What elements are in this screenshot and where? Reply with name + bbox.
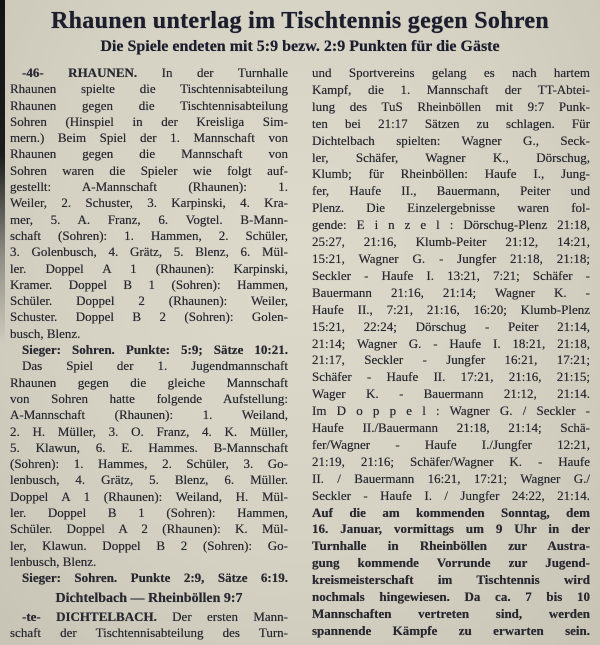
text-line — [312, 437, 590, 454]
text-line — [312, 623, 590, 640]
text-segment: Dichtelbach spielten: Wagner G., Seck- — [312, 132, 590, 148]
text-segment: Klumb; für Rheinböllen: Haufe I., Jung- — [312, 166, 590, 182]
text-line — [312, 352, 590, 369]
text-segment: fer, Haufe II., Bauermann, Peiter und — [312, 183, 590, 199]
text-segment: Rhaunen gegen die Mannschaft von — [10, 146, 288, 162]
text-segment: kreismeisterschaft im Tischtennis wird — [312, 572, 590, 588]
text-line — [10, 342, 288, 358]
text-line — [10, 244, 288, 260]
text-segment: 5. Klawun, 6. E. Hammes. B-Mannschaft — [10, 439, 288, 455]
text-segment: Doppel A 1 (Rhaunen): Weiland, H. Mül- — [10, 488, 288, 504]
text-line — [312, 420, 590, 437]
column-right — [312, 65, 590, 641]
text-segment: und Sportvereins gelang es nach hartem — [312, 65, 590, 80]
text-segment: A-Mannschaft (Rhaunen): 1. Weiland, — [10, 407, 288, 423]
text-segment: gende: E i n z e l : Dörschug-Plenz 21:18, — [312, 217, 590, 233]
text-segment: 21:17, Seckler - Jungfer 16:21, 17:21; — [312, 352, 590, 368]
text-line — [10, 570, 288, 586]
text-line — [312, 268, 590, 285]
text-line — [10, 440, 288, 456]
text-line — [312, 133, 590, 150]
text-line — [10, 375, 288, 391]
text-line — [312, 505, 590, 522]
text-segment: Seckler - Haufe I. 13:21, 7:21; Schäfer - — [312, 267, 590, 283]
text-segment: lenbusch, 4. Grätz, 5. Blenz, 6. Müller. — [10, 472, 288, 488]
text-segment: schaft (Sohren): 1. Hammen, 2. Schüler, — [10, 227, 288, 243]
subheadline: Die Spiele endeten mit 5:9 bezw. 2:9 Punkten für die Gäste — [100, 38, 500, 55]
text-segment: gung kommende Vorrunde zur Jugend- — [312, 555, 590, 571]
text-line — [10, 277, 288, 293]
text-line — [10, 65, 288, 81]
text-line — [10, 456, 288, 472]
text-line — [10, 81, 288, 97]
text-line — [10, 163, 288, 179]
text-line — [312, 200, 590, 217]
text-line — [312, 336, 590, 353]
text-line — [312, 166, 590, 183]
text-line — [312, 488, 590, 505]
text-segment: Auf die am kommenden Sonntag, dem — [312, 504, 590, 520]
text-segment: II. / Bauermann 16:21, 17:21; Wagner G./ — [312, 470, 590, 486]
text-line — [10, 472, 288, 488]
text-segment: 21:19, 21:16; Schäfer/Wagner K. - Haufe — [312, 453, 590, 469]
text-segment: Haufe II., 7:21, 21:16, 16:20; Klumb-Plenz — [312, 301, 590, 317]
text-line — [10, 98, 288, 114]
text-segment: Mannschaften vertreten sind, werden — [312, 606, 590, 621]
text-segment: gestellt: A-Mannschaft (Rhaunen): 1. — [10, 179, 288, 195]
text-segment: Sohren (Hinspiel in der Kreisliga Sim- — [10, 113, 288, 129]
text-line — [312, 589, 590, 606]
text-segment: Dichtelbach — Rheinböllen 9:7 — [55, 590, 243, 606]
text-line — [10, 625, 288, 641]
text-line — [312, 234, 590, 251]
bold-text-segment: -46- RHAUNEN. — [22, 65, 162, 80]
text-segment: In der Turnhalle — [161, 65, 288, 80]
text-segment: ten bei 21:17 Sätzen zu schlagen. Für — [312, 115, 590, 131]
text-segment: Im D o p p e l : Wagner G. / Seckler - — [312, 403, 590, 419]
text-segment: Rhaunen spielte die Tischtennisabteilung — [10, 81, 288, 97]
text-line — [10, 391, 288, 407]
bold-text-segment: -te- DICHTELBACH. — [22, 608, 173, 624]
text-segment: mer, 5. A. Franz, 6. Vogtel. B-Mann- — [10, 211, 288, 227]
text-line — [10, 130, 288, 146]
section-heading — [10, 591, 288, 607]
text-line — [10, 228, 288, 244]
text-segment: fer/Wagner - Haufe I./Jungfer 12:21, — [312, 436, 590, 452]
text-line — [312, 183, 590, 200]
text-line — [312, 471, 590, 488]
text-segment: (Sohren): 1. Hammes, 2. Schüler, 3. Go- — [10, 456, 288, 472]
text-line — [10, 538, 288, 554]
text-segment: Wager K. - Bauermann 21:12, 21:14. — [312, 386, 590, 402]
text-line — [10, 293, 288, 309]
text-segment: lenbusch, Blenz. — [10, 553, 97, 569]
text-segment: Kramer. Doppel B 1 (Sohren): Hammen, — [10, 276, 288, 292]
text-segment: Rhaunen gegen die Tischtennisabteilung — [10, 97, 288, 113]
text-line — [10, 609, 288, 625]
text-line — [312, 82, 590, 99]
text-segment: 2. H. Müller, 3. O. Franz, 4. K. Müller, — [10, 423, 288, 439]
text-segment: Sieger: Sohren. Punkte: 5:9; Sätze 10:21. — [22, 342, 288, 358]
text-line — [312, 572, 590, 589]
text-line — [10, 261, 288, 277]
text-line — [10, 195, 288, 211]
text-segment: Weiler, 2. Schuster, 3. Karpinski, 4. Kra- — [10, 195, 288, 211]
text-segment: lung des TuS Rheinböllen mit 9:7 Punk- — [312, 98, 590, 114]
text-segment: Das Spiel der 1. Jugendmannschaft — [22, 358, 288, 374]
text-line — [312, 521, 590, 538]
text-segment: Schäfer - Haufe II. 17:21, 21:16, 21:15; — [312, 369, 590, 385]
text-line — [312, 217, 590, 234]
text-segment: Sohren waren die Spieler wie folgt auf- — [10, 162, 288, 178]
text-segment: spannende Kämpfe zu erwarten sein. — [312, 622, 590, 638]
scan-edge-shadow — [0, 0, 5, 345]
text-line — [312, 285, 590, 302]
text-segment: Sieger: Sohren. Punkte 2:9, Sätze 6:19. — [22, 570, 288, 586]
text-segment: nochmals hingewiesen. Da ca. 7 bis 10 — [312, 589, 590, 605]
text-segment: 15:21, Wagner G. - Jungfer 21:18, 21:18; — [312, 250, 590, 266]
text-segment: Turnhalle in Rheinböllen zur Austra- — [312, 538, 590, 554]
text-segment: Rhaunen gegen die gleiche Mannschaft — [10, 374, 288, 390]
text-line — [10, 358, 288, 374]
text-line — [10, 424, 288, 440]
text-line — [312, 116, 590, 133]
text-segment: 21:14; Wagner G. - Haufe I. 18:21, 21:18, — [312, 335, 590, 351]
text-segment: Schüler. Doppel A 2 (Rhaunen): K. Mül- — [10, 521, 288, 537]
text-segment: von Sohren hatte folgende Aufstellung: — [10, 390, 288, 406]
text-line — [312, 251, 590, 268]
text-segment: mern.) Beim Spiel der 1. Mannschaft von — [10, 130, 288, 146]
text-segment: Seckler - Haufe I. / Jungfer 24:22, 21:14. — [312, 487, 590, 503]
text-line — [312, 302, 590, 319]
text-segment: ler. Doppel B 1 (Sohren): Hammen, — [10, 505, 288, 521]
text-segment: 15:21, 22:24; Dörschug - Peiter 21:14, — [312, 318, 590, 334]
text-line — [10, 326, 288, 342]
text-line — [312, 386, 590, 403]
text-line — [10, 212, 288, 228]
column-left — [10, 65, 288, 641]
text-line — [312, 65, 590, 82]
text-segment: Schuster. Doppel B 2 (Sohren): Golen- — [10, 309, 288, 325]
text-line — [312, 369, 590, 386]
text-line — [312, 606, 590, 623]
text-line — [10, 179, 288, 195]
article-columns — [8, 65, 592, 641]
text-line — [312, 555, 590, 572]
text-segment: 3. Golenbusch, 4. Grätz, 5. Blenz, 6. Mül- — [10, 244, 288, 260]
text-segment: busch, Blenz. — [10, 325, 81, 341]
headline: Rhaunen unterlag im Tischtennis gegen Sohren — [51, 8, 549, 34]
text-segment: Plenz. Die Einzelergebnisse waren fol- — [312, 200, 590, 216]
text-segment: Schüler. Doppel 2 (Rhaunen): Weiler, — [10, 293, 288, 309]
text-segment: schaft der Tischtennisabteilung des Turn- — [10, 625, 288, 641]
text-line — [312, 538, 590, 555]
text-segment: 16. Januar, vormittags um 9 Uhr in der — [312, 521, 590, 537]
text-segment: ler, Klawun. Doppel B 2 (Sohren): Go- — [10, 537, 288, 553]
text-line — [10, 114, 288, 130]
text-segment: Bauermann 21:16, 21:14; Wagner K. - — [312, 284, 590, 300]
text-line — [312, 150, 590, 167]
text-line — [10, 309, 288, 325]
text-line — [10, 489, 288, 505]
text-segment: Kampf, die 1. Mannschaft der TT-Abtei- — [312, 81, 590, 97]
text-line — [10, 505, 288, 521]
text-line — [10, 521, 288, 537]
text-line — [10, 146, 288, 162]
text-line — [10, 554, 288, 570]
text-line — [312, 319, 590, 336]
text-segment: ler. Doppel A 1 (Rhaunen): Karpinski, — [10, 260, 288, 276]
text-segment: Haufe II./Bauermann 21:18, 21:14; Schä- — [312, 420, 590, 436]
text-line — [312, 454, 590, 471]
text-segment: ler, Schäfer, Wagner K., Dörschug, — [312, 149, 590, 165]
text-line — [312, 99, 590, 116]
text-segment: 25:27, 21:16, Klumb-Peiter 21:12, 14:21, — [312, 234, 590, 250]
text-line — [10, 407, 288, 423]
text-line — [312, 403, 590, 420]
text-segment: Der ersten Mann- — [172, 608, 288, 624]
